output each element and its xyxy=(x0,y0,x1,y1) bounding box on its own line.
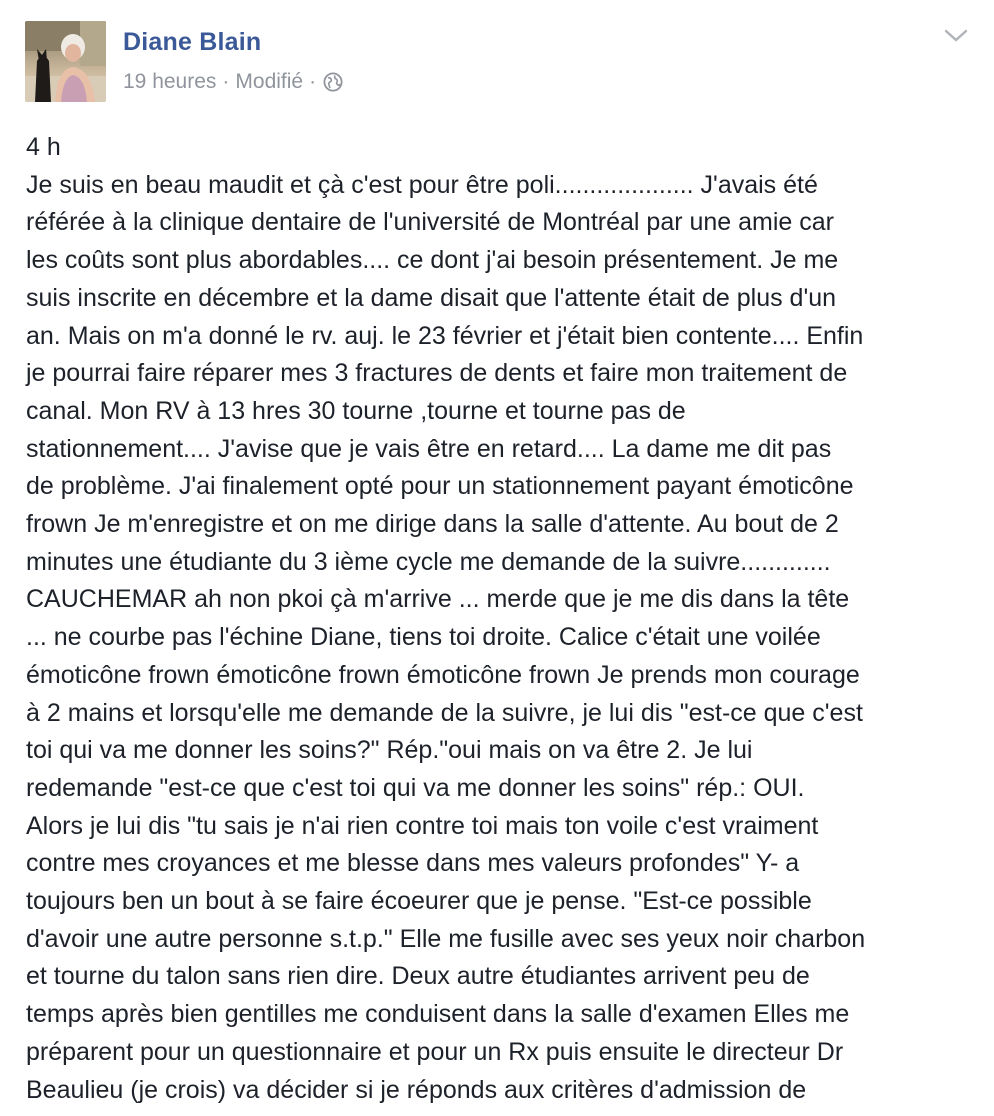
post-text-line: référée à la clinique dentaire de l'université de Montréal par une amie car xyxy=(26,208,835,237)
post-body xyxy=(26,129,976,1109)
author-name[interactable]: Diane Blain xyxy=(123,28,262,56)
post-text-line: je pourrai faire réparer mes 3 fractures de dents et faire mon traitement de xyxy=(26,359,848,388)
post-text-line: temps après bien gentilles me conduisent dans la salle d'examen Elles me xyxy=(26,1000,850,1029)
post-meta xyxy=(123,70,343,94)
post-text-line: ... ne courbe pas l'échine Diane, tiens toi droite. Calice c'était une voilée xyxy=(26,623,821,652)
post-text-line: les coûts sont plus abordables.... ce dont j'ai besoin présentement. Je me xyxy=(26,246,839,275)
globe-icon[interactable] xyxy=(323,72,343,92)
post-text-line: d'avoir une autre personne s.t.p." Elle me fusille avec ses yeux noir charbon xyxy=(26,924,866,953)
post-text-line: Beaulieu (je crois) va décider si je réponds aux critères d'admission de xyxy=(26,1075,807,1104)
post-text-line: Je suis en beau maudit et çà c'est pour être poli.................... J'avais été xyxy=(26,170,818,199)
post-text-line: suis inscrite en décembre et la dame disait que l'attente était de plus d'un xyxy=(26,283,837,312)
post-text-line: frown Je m'enregistre et on me dirige dans la salle d'attente. Au bout de 2 xyxy=(26,510,839,539)
post-text-line: et tourne du talon sans rien dire. Deux autre étudiantes arrivent peu de xyxy=(26,962,810,991)
chevron-down-icon[interactable] xyxy=(944,28,968,44)
post-text-line: redemande "est-ce que c'est toi qui va me donner les soins" rép.: OUI. xyxy=(26,773,805,802)
post-text-line: minutes une étudiante du 3 ième cycle me demande de la suivre............. xyxy=(26,547,831,576)
post-text-line: 4 h xyxy=(26,133,61,161)
post-text-line: stationnement.... J'avise que je vais être en retard.... La dame me dit pas xyxy=(26,434,832,463)
post-text-line: de problème. J'ai finalement opté pour un stationnement payant émoticône xyxy=(26,472,854,501)
post-text-line: émoticône frown émoticône frown émoticône frown Je prends mon courage xyxy=(26,660,860,689)
meta-separator: · xyxy=(222,70,230,93)
post-text-line: à 2 mains et lorsqu'elle me demande de la suivre, je lui dis "est-ce que c'est xyxy=(26,698,863,727)
post-text-line: toi qui va me donner les soins?" Rép."oui mais on va être 2. Je lui xyxy=(26,736,753,765)
post-text-line: préparent pour un questionnaire et pour un Rx puis ensuite le directeur Dr xyxy=(26,1037,844,1066)
post-text-line: Alors je lui dis "tu sais je n'ai rien contre toi mais ton voile c'est vraiment xyxy=(26,811,819,840)
post-text-line: toujours ben un bout à se faire écoeurer que je pense. "Est-ce possible xyxy=(26,887,812,916)
post-text-line: contre mes croyances et me blesse dans mes valeurs profondes" Y- a xyxy=(26,849,800,878)
post-text-line: CAUCHEMAR ah non pkoi çà m'arrive ... merde que je me dis dans la tête xyxy=(26,585,850,614)
post-timestamp[interactable]: 19 heures xyxy=(123,70,217,93)
meta-separator: · xyxy=(309,70,317,93)
post-text-line: canal. Mon RV à 13 hres 30 tourne ,tourne et tourne pas de xyxy=(26,396,686,425)
edited-link[interactable]: Modifié xyxy=(235,70,304,93)
avatar[interactable] xyxy=(25,21,106,102)
post-text-line: an. Mais on m'a donné le rv. auj. le 23 février et j'était bien contente.... Enfin xyxy=(26,321,864,350)
